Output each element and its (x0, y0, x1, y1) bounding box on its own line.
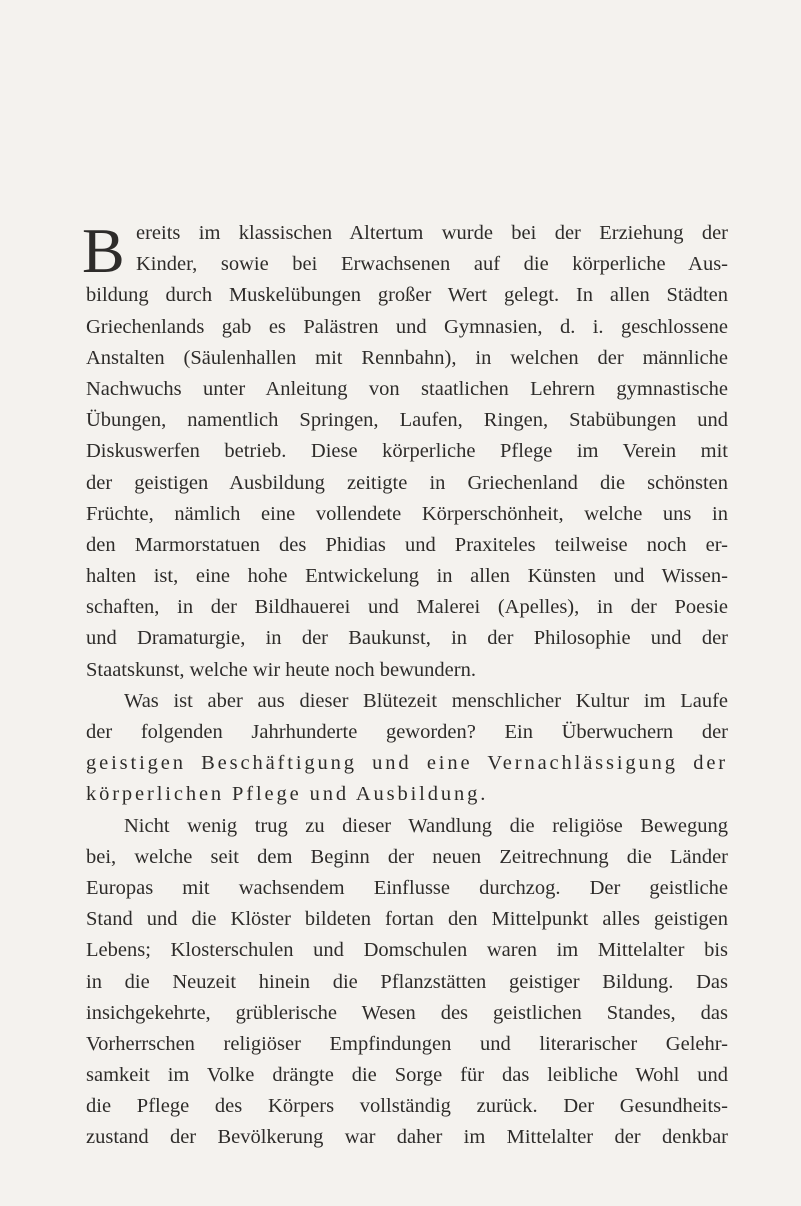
text-line: insichgekehrte, grüblerische Wesen des geistlichen Standes, das (86, 1001, 728, 1024)
text-line: schaften, in der Bildhauerei und Malerei (Apelles), in der Poesie (86, 596, 728, 619)
text-line: Kinder, sowie bei Erwachsenen auf die körperliche Aus- (136, 253, 728, 276)
text-lines (86, 218, 728, 1154)
body-text (82, 215, 728, 1154)
text-line: geistigen Beschäftigung und eine Vernachlässigung der (86, 752, 728, 775)
text-line: die Pflege des Körpers vollständig zurück. Der Gesundheits- (86, 1095, 728, 1118)
text-line: Griechenlands gab es Palästren und Gymnasien, d. i. geschlossene (86, 315, 728, 338)
text-line: in die Neuzeit hinein die Pflanzstätten geistiger Bildung. Das (86, 970, 728, 993)
text-line: und Dramaturgie, in der Baukunst, in der Philosophie und der (86, 627, 728, 650)
text-line: Früchte, nämlich eine vollendete Körperschönheit, welche uns in (86, 502, 728, 525)
text-line: bildung durch Muskelübungen großer Wert gelegt. In allen Städten (86, 284, 728, 307)
text-line: ereits im klassischen Altertum wurde bei der Erziehung der (136, 222, 728, 244)
text-line: bei, welche seit dem Beginn der neuen Zeitrechnung die Länder (86, 845, 728, 868)
text-line: der folgenden Jahrhunderte geworden? Ein Überwuchern der (86, 721, 728, 743)
text-line: samkeit im Volke drängte die Sorge für das leibliche Wohl und (86, 1064, 728, 1087)
text-line: Anstalten (Säulenhallen mit Rennbahn), in welchen der männliche (86, 346, 728, 369)
text-line: halten ist, eine hohe Entwickelung in allen Künsten und Wissen- (86, 565, 728, 588)
text-line: körperlichen Pflege und Ausbildung. (86, 783, 489, 806)
text-line: Nachwuchs unter Anleitung von staatlichen Lehrern gymnastische (86, 377, 728, 400)
text-line: Staatskunst, welche wir heute noch bewundern. (86, 658, 476, 681)
text-line: Lebens; Klosterschulen und Domschulen waren im Mittelalter bis (86, 939, 728, 962)
text-line: Vorherrschen religiöser Empfindungen und literarischer Gelehr- (86, 1032, 728, 1055)
text-line: Nicht wenig trug zu dieser Wandlung die religiöse Bewegung (124, 814, 728, 837)
text-line: Europas mit wachsendem Einflusse durchzog. Der geistliche (86, 876, 728, 899)
text-line: der geistigen Ausbildung zeitigte in Griechenland die schönsten (86, 471, 728, 494)
text-line: den Marmorstatuen des Phidias und Praxiteles teilweise noch er- (86, 533, 728, 556)
text-line: Diskuswerfen betrieb. Diese körperliche Pflege im Verein mit (86, 440, 728, 463)
text-line: Stand und die Klöster bildeten fortan den Mittelpunkt alles geistigen (86, 908, 728, 931)
drop-cap: B (82, 215, 125, 286)
text-line: Was ist aber aus dieser Blütezeit menschlicher Kultur im Laufe (124, 689, 728, 712)
text-line: Übungen, namentlich Springen, Laufen, Ringen, Stabübungen und (86, 409, 728, 432)
text-line: zustand der Bevölkerung war daher im Mittelalter der denkbar (86, 1126, 728, 1149)
